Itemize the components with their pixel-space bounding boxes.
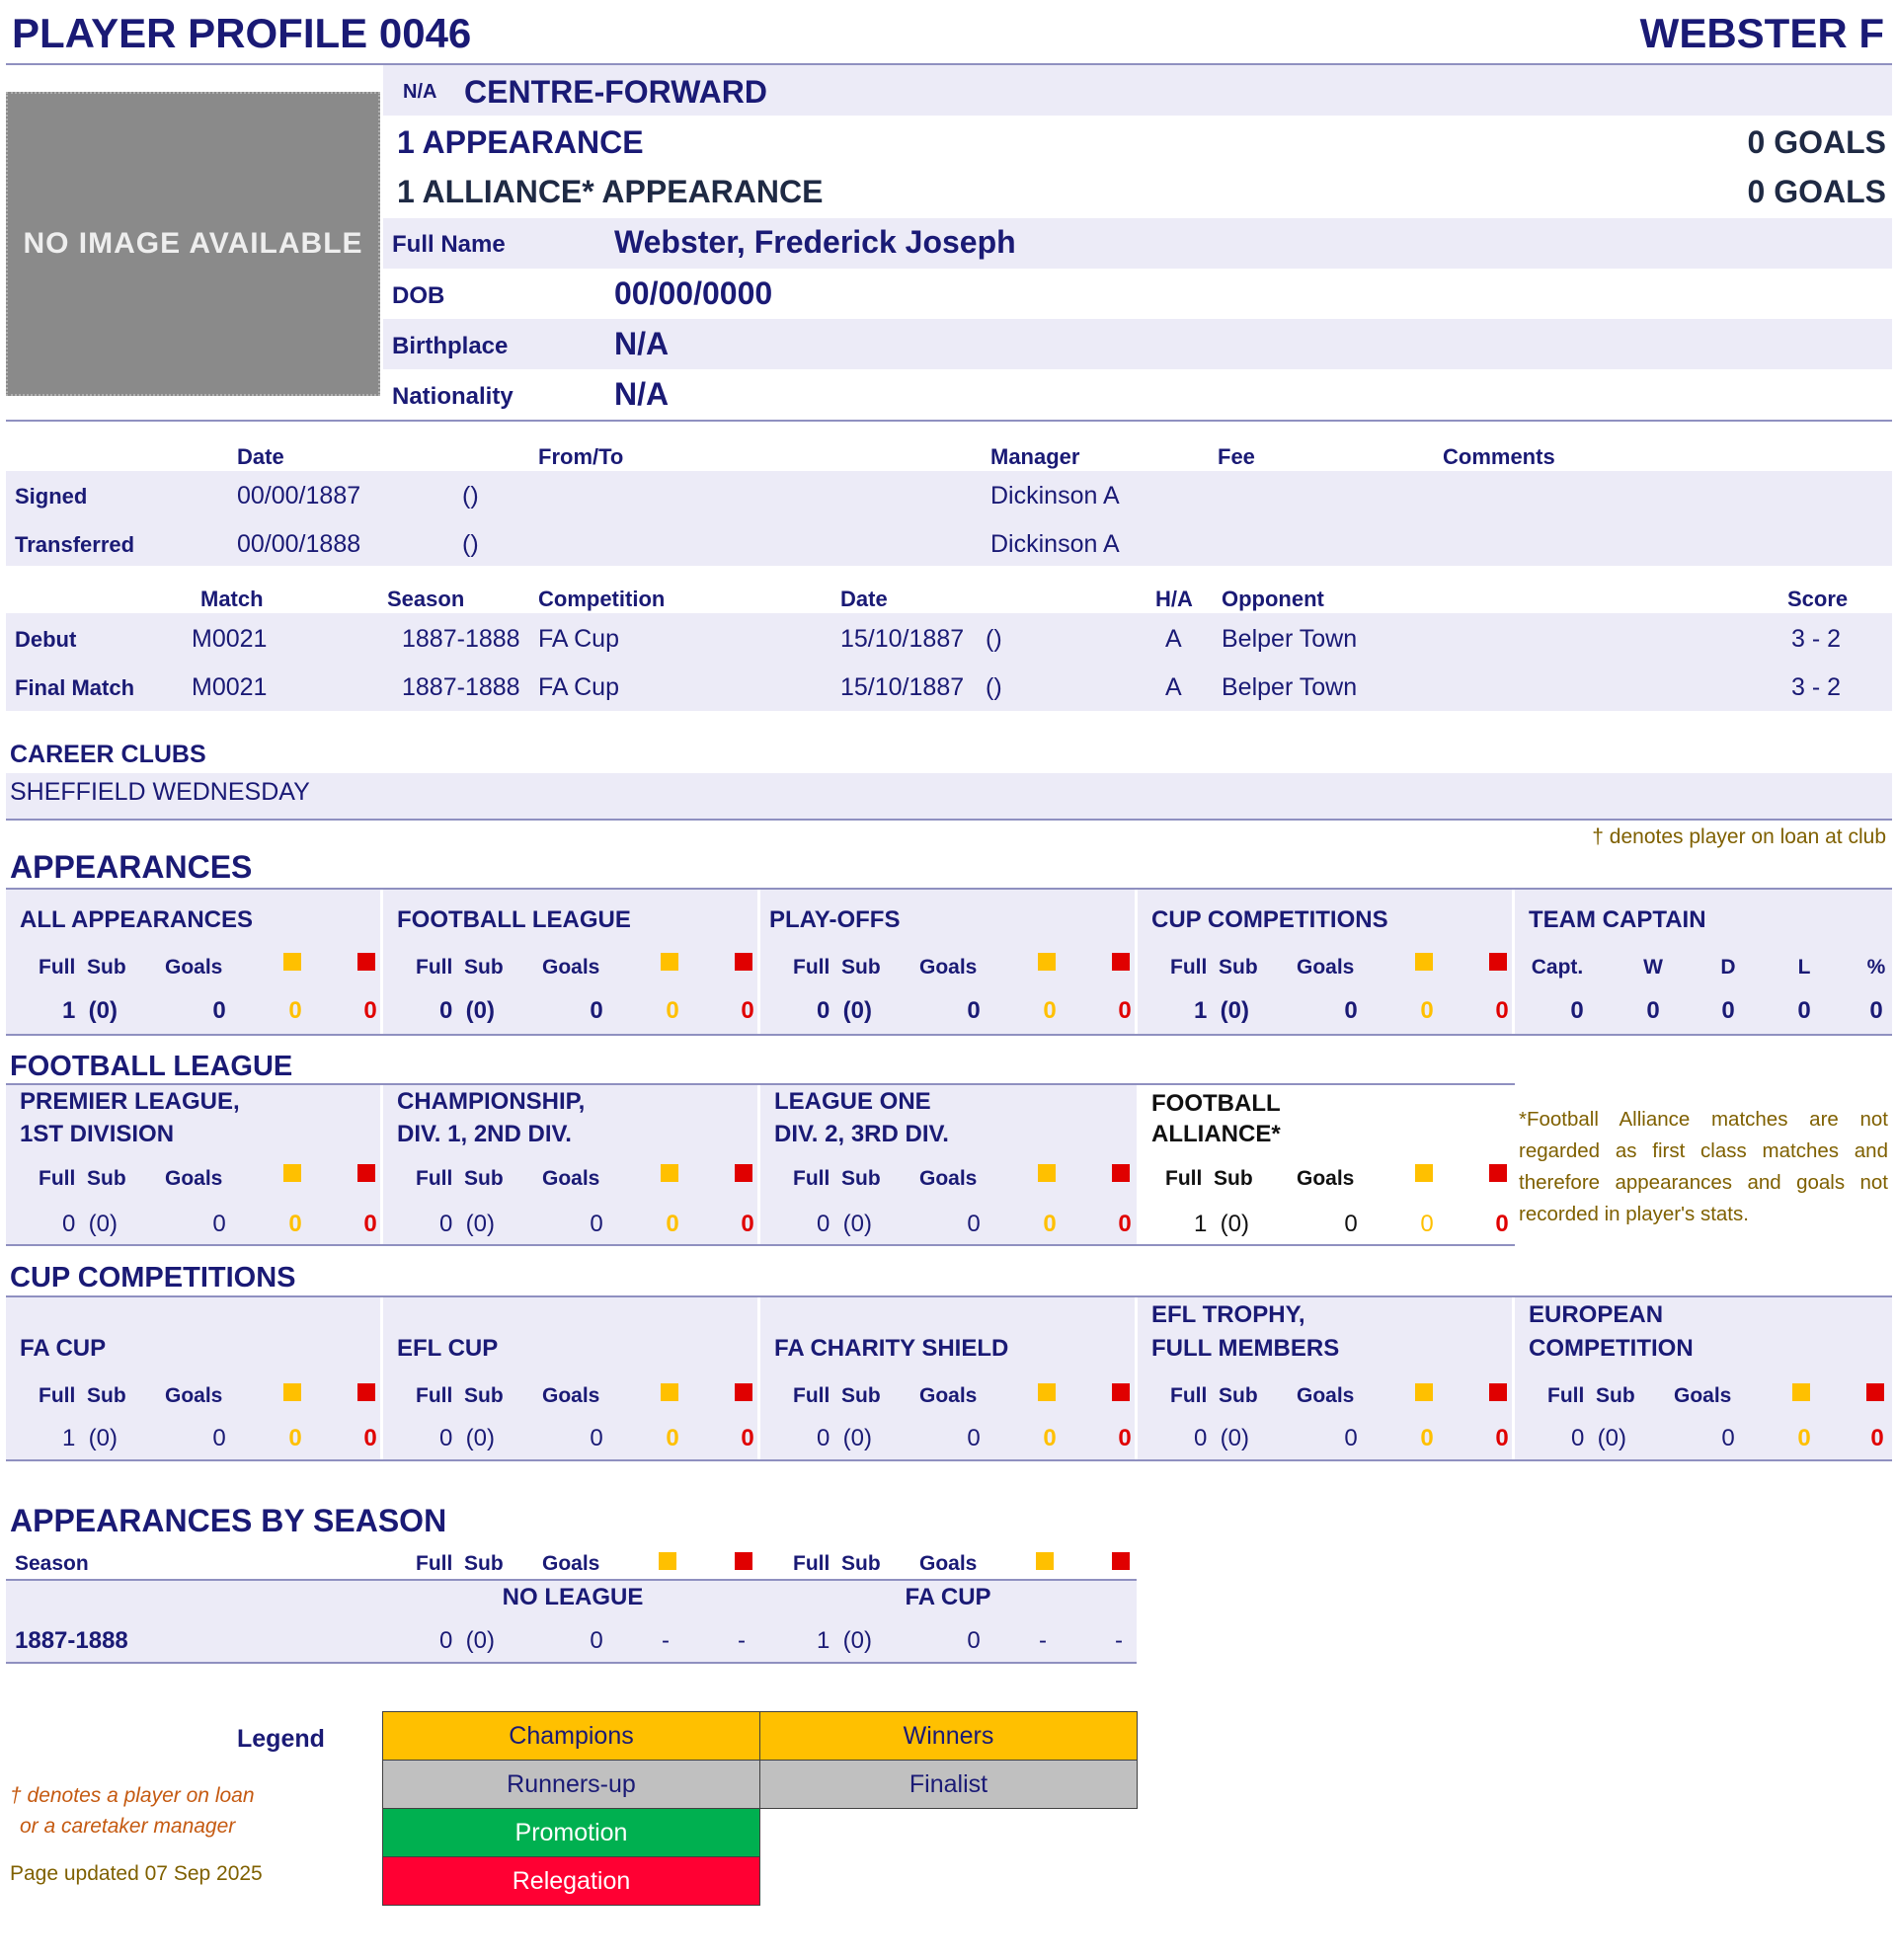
full-sub-header: Full Sub (1170, 956, 1258, 979)
alliance-note: *Football Alliance matches are not regarded as first class matches and therefore appearances and goals not recorded in player's stats. (1519, 1108, 1888, 1225)
red-value: 0 (741, 1425, 754, 1451)
field-label-nationality: Nationality (392, 383, 514, 410)
goals-header: Goals (542, 956, 600, 979)
goals-value: 0 (590, 997, 603, 1024)
full-sub-value: 1 (0) (1194, 1211, 1250, 1237)
block-title: PLAY-OFFS (769, 906, 901, 933)
transfer-row-label: Transferred (15, 532, 135, 557)
cup-competitions-title: CUP COMPETITIONS (10, 1262, 296, 1294)
match-row-label: Debut (15, 627, 77, 652)
goals-header: Goals (919, 1384, 978, 1407)
transfer-header-manager: Manager (990, 444, 1080, 469)
red-card-icon (1112, 1552, 1130, 1570)
season-header: Season (15, 1552, 89, 1575)
goals-value: 0 (590, 1425, 603, 1451)
legend-champions: Champions (382, 1711, 760, 1761)
goals-header: Goals (542, 1167, 600, 1190)
match-row-score: 3 - 2 (1791, 673, 1842, 701)
transfer-header-date: Date (237, 444, 284, 469)
transfer-row-label: Signed (15, 484, 88, 509)
full-sub-value: 1 (0) (62, 1425, 118, 1451)
yellow-value: 0 (1420, 1425, 1434, 1451)
field-value-dob: 00/00/0000 (614, 275, 773, 311)
season-yellow: - (662, 1627, 670, 1654)
block-title: EFL TROPHY, (1151, 1301, 1305, 1328)
red-card-icon (1866, 1383, 1884, 1401)
season-yellow: - (1039, 1627, 1047, 1654)
yellow-card-icon (661, 1164, 678, 1182)
goal-count: 0 GOALS (1747, 124, 1886, 160)
full-sub-value: 0 (0) (817, 1425, 873, 1451)
yellow-value: 0 (1043, 997, 1057, 1024)
match-row-date: 15/10/1887 (840, 625, 965, 653)
goals-value: 0 (1344, 1211, 1358, 1237)
match-header-ha: H/A (1155, 587, 1193, 611)
goals-value: 0 (1721, 1425, 1735, 1451)
field-value-birthplace: N/A (614, 326, 670, 361)
captain-header: D (1720, 956, 1736, 979)
goals-header: Goals (1297, 1167, 1355, 1190)
captain-header: % (1866, 956, 1886, 979)
captain-header: L (1797, 956, 1811, 979)
yellow-value: 0 (666, 1425, 679, 1451)
transfer-row-date: 00/00/1887 (237, 482, 361, 510)
block-subtitle: ALLIANCE* (1151, 1121, 1281, 1147)
block-title: CHAMPIONSHIP, (397, 1088, 586, 1115)
player-position: CENTRE-FORWARD (464, 74, 767, 110)
goals-header: Goals (165, 956, 223, 979)
full-sub-header: Full Sub (793, 1552, 881, 1575)
block-title: FOOTBALL (1151, 1090, 1281, 1117)
full-sub-header: Full Sub (416, 1167, 504, 1190)
yellow-card-icon (661, 1383, 678, 1401)
captain-value: 0 (1797, 997, 1811, 1024)
full-sub-value: 0 (0) (1194, 1425, 1250, 1451)
full-sub-value: 1 (0) (62, 997, 118, 1024)
full-sub-value: 0 (0) (62, 1211, 118, 1237)
full-sub-value: 1 (0) (1194, 997, 1250, 1024)
season-red: - (1115, 1627, 1123, 1654)
yellow-card-icon (659, 1552, 676, 1570)
field-label-fullname: Full Name (392, 231, 506, 258)
loan-note: † denotes player on loan at club (1592, 825, 1886, 848)
red-value: 0 (1495, 1211, 1509, 1237)
yellow-value: 0 (288, 1425, 302, 1451)
yellow-value: 0 (666, 1211, 679, 1237)
no-image-text: NO IMAGE AVAILABLE (23, 227, 363, 260)
goals-header: Goals (919, 1552, 978, 1575)
captain-header: Capt. (1531, 956, 1584, 979)
career-clubs-list: SHEFFIELD WEDNESDAY (10, 778, 310, 806)
red-value: 0 (1495, 1425, 1509, 1451)
full-sub-header: Full Sub (1165, 1167, 1253, 1190)
season-group-facup: FA CUP (905, 1584, 991, 1610)
football-league-title: FOOTBALL LEAGUE (10, 1051, 293, 1082)
block-title: PREMIER LEAGUE, (20, 1088, 240, 1115)
full-sub-value: 0 (0) (439, 997, 496, 1024)
alliance-appearance-count: 1 ALLIANCE* APPEARANCE (397, 174, 824, 209)
season-red: - (738, 1627, 746, 1654)
appearance-count: 1 APPEARANCE (397, 124, 644, 160)
full-sub-header: Full Sub (416, 1384, 504, 1407)
red-card-icon (1489, 1164, 1507, 1182)
red-value: 0 (363, 997, 377, 1024)
red-card-icon (1112, 1383, 1130, 1401)
red-card-icon (735, 953, 752, 971)
red-value: 0 (741, 997, 754, 1024)
yellow-value: 0 (1420, 1211, 1434, 1237)
red-value: 0 (1495, 997, 1509, 1024)
captain-value: 0 (1570, 997, 1584, 1024)
goals-value: 0 (212, 1211, 226, 1237)
block-title: EUROPEAN (1529, 1301, 1664, 1328)
yellow-card-icon (1038, 1164, 1056, 1182)
goals-value: 0 (967, 1425, 981, 1451)
goals-value: 0 (967, 1211, 981, 1237)
legend-finalist: Finalist (759, 1760, 1138, 1809)
captain-value: 0 (1646, 997, 1660, 1024)
season-group-league: NO LEAGUE (502, 1584, 644, 1610)
captain-value: 0 (1721, 997, 1735, 1024)
block-subtitle: DIV. 1, 2ND DIV. (397, 1121, 572, 1147)
captain-value: 0 (1869, 997, 1883, 1024)
block-subtitle: DIV. 2, 3RD DIV. (774, 1121, 949, 1147)
match-row-date: 15/10/1887 (840, 673, 965, 701)
alliance-goal-count: 0 GOALS (1747, 174, 1886, 209)
red-card-icon (357, 1164, 375, 1182)
block-subtitle: 1ST DIVISION (20, 1121, 175, 1147)
goals-value: 0 (212, 997, 226, 1024)
match-row-competition: FA Cup (538, 625, 619, 653)
goals-header: Goals (1674, 1384, 1732, 1407)
page-title: PLAYER PROFILE 0046 (12, 10, 472, 56)
yellow-card-icon (283, 1164, 301, 1182)
goals-header: Goals (1297, 956, 1355, 979)
block-title: ALL APPEARANCES (20, 906, 254, 933)
yellow-value: 0 (1797, 1425, 1811, 1451)
season-full-sub: 0 (0) (439, 1627, 496, 1654)
red-value: 0 (1118, 1425, 1132, 1451)
match-header-opponent: Opponent (1222, 587, 1324, 611)
full-sub-value: 0 (0) (817, 1211, 873, 1237)
legend-note-line2: or a caretaker manager (20, 1815, 236, 1838)
legend-promotion: Promotion (382, 1808, 760, 1857)
transfer-row-fromto: () (462, 530, 479, 558)
match-header-score: Score (1787, 587, 1849, 611)
season-label: 1887-1888 (15, 1627, 128, 1654)
full-sub-header: Full Sub (416, 1552, 504, 1575)
red-card-icon (735, 1552, 752, 1570)
block-title: FA CHARITY SHIELD (774, 1335, 1009, 1362)
match-row-ha: A (1165, 625, 1182, 653)
goals-header: Goals (542, 1384, 600, 1407)
full-sub-header: Full Sub (1170, 1384, 1258, 1407)
goals-value: 0 (1344, 997, 1358, 1024)
transfer-header-comments: Comments (1443, 444, 1555, 469)
red-card-icon (1489, 953, 1507, 971)
goals-header: Goals (165, 1167, 223, 1190)
legend-title: Legend (237, 1725, 325, 1753)
block-title: EFL CUP (397, 1335, 499, 1362)
shirt-number: N/A (403, 81, 437, 103)
goals-value: 0 (1344, 1425, 1358, 1451)
red-card-icon (1112, 953, 1130, 971)
yellow-card-icon (1415, 953, 1433, 971)
red-value: 0 (1118, 997, 1132, 1024)
match-header-competition: Competition (538, 587, 666, 611)
full-sub-header: Full Sub (39, 956, 126, 979)
goals-header: Goals (165, 1384, 223, 1407)
player-short-name: WEBSTER F (1639, 10, 1884, 56)
red-card-icon (1489, 1383, 1507, 1401)
field-label-birthplace: Birthplace (392, 333, 509, 359)
transfer-row-fromto: () (462, 482, 479, 510)
yellow-card-icon (283, 1383, 301, 1401)
transfer-row-manager: Dickinson A (990, 530, 1120, 558)
match-row-season: 1887-1888 (402, 625, 520, 653)
transfer-header-fee: Fee (1218, 444, 1255, 469)
legend-winners: Winners (759, 1711, 1138, 1761)
by-season-title: APPEARANCES BY SEASON (10, 1503, 447, 1538)
full-sub-header: Full Sub (793, 1384, 881, 1407)
match-row-competition: FA Cup (538, 673, 619, 701)
red-card-icon (735, 1383, 752, 1401)
match-header-season: Season (387, 587, 465, 611)
captain-header: W (1643, 956, 1663, 979)
red-value: 0 (741, 1211, 754, 1237)
red-card-icon (357, 1383, 375, 1401)
season-goals: 0 (590, 1627, 603, 1654)
block-title: TEAM CAPTAIN (1529, 906, 1706, 933)
transfer-header-fromto: From/To (538, 444, 624, 469)
block-subtitle: FULL MEMBERS (1151, 1335, 1340, 1362)
match-row-label: Final Match (15, 675, 135, 700)
legend-runners-up: Runners-up (382, 1760, 760, 1809)
yellow-card-icon (1792, 1383, 1810, 1401)
match-row-season: 1887-1888 (402, 673, 520, 701)
goals-header: Goals (919, 1167, 978, 1190)
full-sub-header: Full Sub (39, 1384, 126, 1407)
yellow-value: 0 (1043, 1211, 1057, 1237)
season-full-sub: 1 (0) (817, 1627, 873, 1654)
legend-note-line1: † denotes a player on loan (10, 1784, 255, 1807)
full-sub-header: Full Sub (793, 1167, 881, 1190)
full-sub-value: 0 (0) (439, 1425, 496, 1451)
red-value: 0 (363, 1425, 377, 1451)
match-row-id: M0021 (192, 673, 268, 701)
field-label-dob: DOB (392, 282, 445, 309)
match-row-opponent: Belper Town (1222, 673, 1358, 701)
red-value: 0 (363, 1211, 377, 1237)
field-value-nationality: N/A (614, 376, 670, 412)
transfer-row-manager: Dickinson A (990, 482, 1120, 510)
yellow-value: 0 (288, 1211, 302, 1237)
page-updated: Page updated 07 Sep 2025 (10, 1862, 263, 1885)
yellow-card-icon (661, 953, 678, 971)
transfer-row-date: 00/00/1888 (237, 530, 361, 558)
match-row-ha: A (1165, 673, 1182, 701)
yellow-value: 0 (666, 997, 679, 1024)
full-sub-value: 0 (0) (1571, 1425, 1627, 1451)
yellow-value: 0 (1043, 1425, 1057, 1451)
yellow-card-icon (1038, 1383, 1056, 1401)
match-row-score: 3 - 2 (1791, 625, 1842, 653)
block-title: FOOTBALL LEAGUE (397, 906, 631, 933)
player-photo-placeholder (6, 92, 380, 396)
full-sub-value: 0 (0) (817, 997, 873, 1024)
legend-relegation: Relegation (382, 1856, 760, 1906)
red-value: 0 (1870, 1425, 1884, 1451)
match-header-date: Date (840, 587, 888, 611)
full-sub-header: Full Sub (416, 956, 504, 979)
goals-header: Goals (919, 956, 978, 979)
match-header-match: Match (200, 587, 264, 611)
yellow-card-icon (283, 953, 301, 971)
goals-header: Goals (1297, 1384, 1355, 1407)
yellow-card-icon (1415, 1164, 1433, 1182)
goals-value: 0 (967, 997, 981, 1024)
yellow-card-icon (1038, 953, 1056, 971)
match-row-paren: () (986, 625, 1002, 653)
goals-value: 0 (590, 1211, 603, 1237)
field-value-fullname: Webster, Frederick Joseph (614, 224, 1016, 260)
full-sub-value: 0 (0) (439, 1211, 496, 1237)
match-row-opponent: Belper Town (1222, 625, 1358, 653)
block-title: FA CUP (20, 1335, 107, 1362)
match-row-id: M0021 (192, 625, 268, 653)
block-title: CUP COMPETITIONS (1151, 906, 1388, 933)
red-card-icon (1112, 1164, 1130, 1182)
yellow-card-icon (1415, 1383, 1433, 1401)
yellow-value: 0 (1420, 997, 1434, 1024)
red-card-icon (357, 953, 375, 971)
full-sub-header: Full Sub (793, 956, 881, 979)
red-value: 0 (1118, 1211, 1132, 1237)
appearances-title: APPEARANCES (10, 849, 253, 885)
yellow-card-icon (1036, 1552, 1054, 1570)
block-subtitle: COMPETITION (1529, 1335, 1694, 1362)
season-goals: 0 (967, 1627, 981, 1654)
match-row-paren: () (986, 673, 1002, 701)
goals-value: 0 (212, 1425, 226, 1451)
red-card-icon (735, 1164, 752, 1182)
yellow-value: 0 (288, 997, 302, 1024)
full-sub-header: Full Sub (1547, 1384, 1635, 1407)
goals-header: Goals (542, 1552, 600, 1575)
full-sub-header: Full Sub (39, 1167, 126, 1190)
career-clubs-title: CAREER CLUBS (10, 741, 206, 768)
block-title: LEAGUE ONE (774, 1088, 931, 1115)
